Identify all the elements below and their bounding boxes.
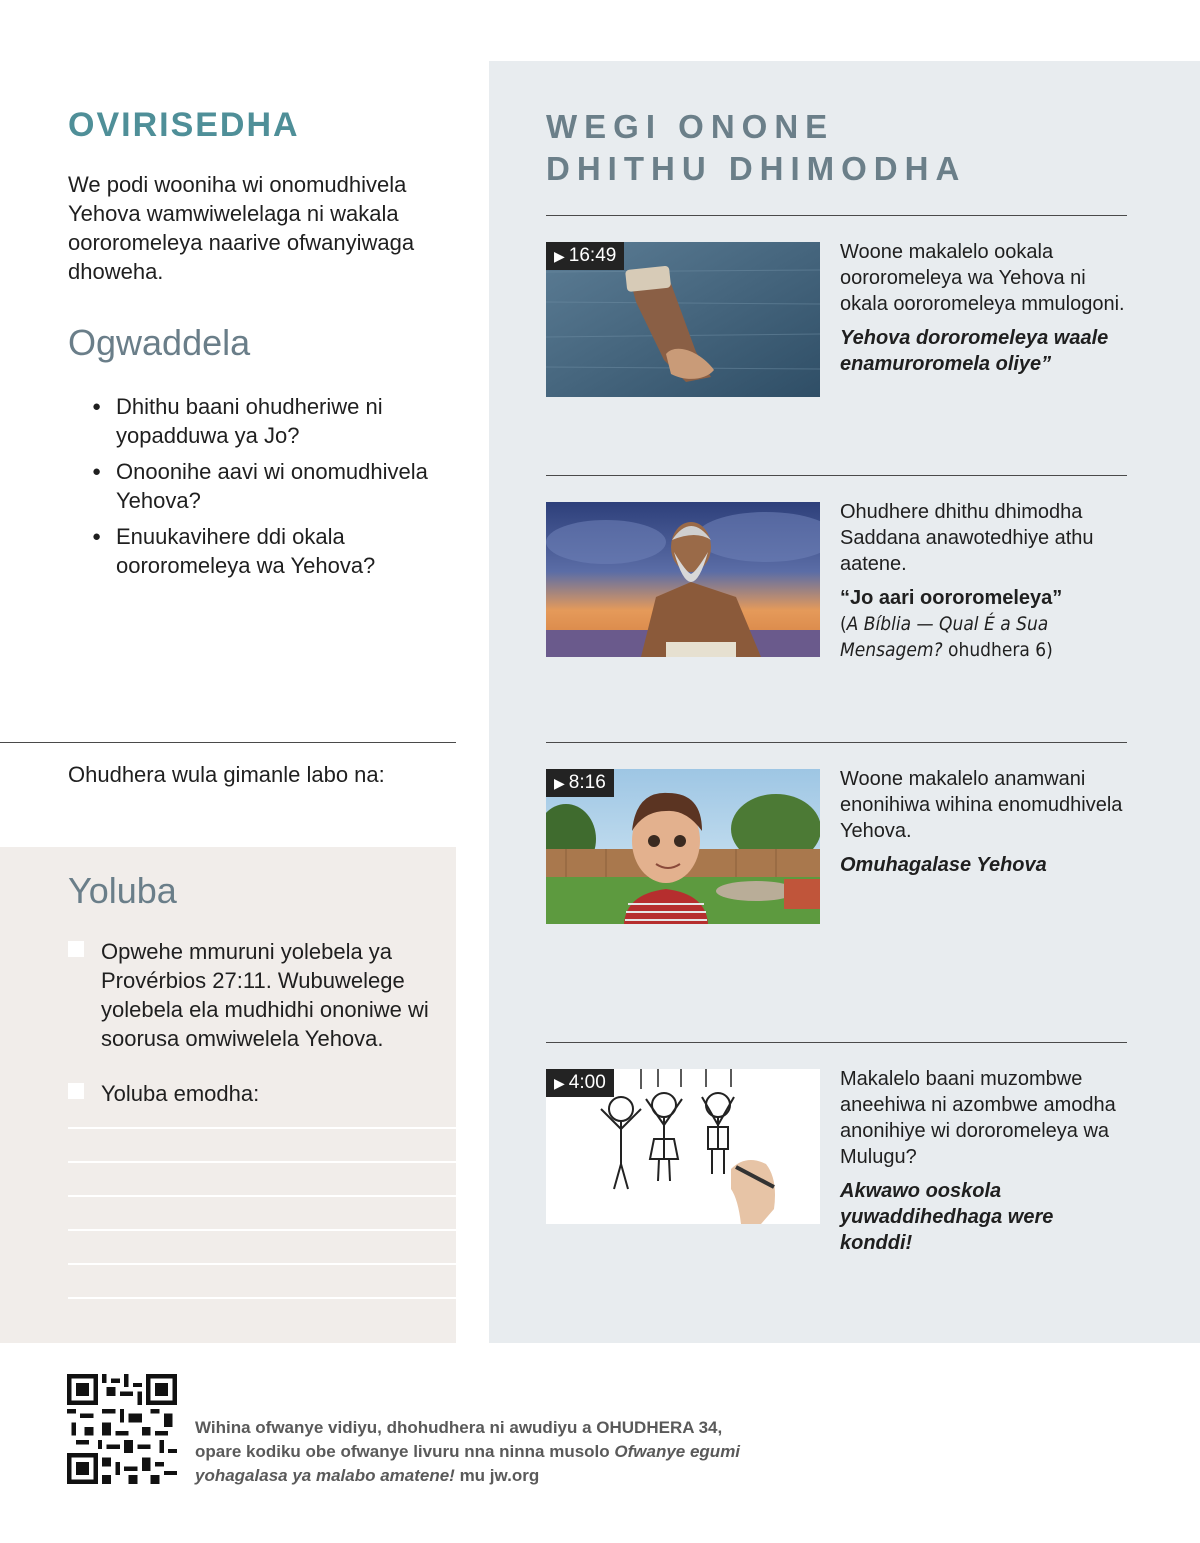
todo-item-text: Yoluba emodha: [101,1081,260,1106]
question-item: ● Dhithu baani ohudheriwe ni yopadduwa ya Jo? [92,392,462,450]
lesson-info [840,499,1130,663]
writing-line[interactable] [68,1195,456,1197]
question-item: ● Enuukavihere ddi okala oororomeleya wa Yehova? [92,522,462,580]
divider [0,742,456,743]
duration-badge [546,242,624,270]
video-thumbnail[interactable] [546,1069,820,1224]
review-text: We podi wooniha wi onomudhivela Yehova wamwiwelelaga ni wakala oororomeleya naarive ofwanyiwaga dhoweha. [68,172,415,284]
question-item: ● Onoonihe aavi wi onomudhivela Yehova? [92,457,462,515]
duration-text: 16:49 [568,245,617,266]
checkbox-icon[interactable] [68,1083,84,1099]
divider [546,1042,1127,1043]
play-icon: ▶ [554,248,565,264]
lesson-reference [840,611,1130,663]
more-title-line: WEGI ONONE [546,108,835,145]
footer-text-part[interactable]: mu jw.org [454,1466,540,1485]
duration-badge [546,1069,614,1097]
more-title-line: DHITHU DHIMODHA [546,150,967,187]
duration-text: 4:00 [568,1072,606,1093]
todo-item-text: Opwehe mmuruni yolebela ya Provérbios 27:11. Wubuwelege yolebela ela mudhidhi ononiwe wi soorusa omwiwelela Yehova. [101,939,429,1051]
todo-item[interactable] [68,1079,438,1108]
video-description: Makalelo baani muzombwe aneehiwa ni azombwe amodha anonihiye wi dororomeleya wa Mulugu? [840,1068,1116,1168]
divider [546,215,1127,216]
divider [546,475,1127,476]
lesson-description: Ohudhere dhithu dhimodha Saddana anawotedhiye athu aatene. [840,501,1094,575]
writing-line[interactable] [68,1127,456,1129]
review-title: OVIRISEDHA [68,106,300,144]
ref-open: ( [840,613,847,635]
play-icon: ▶ [554,1075,565,1091]
todo-title: Yoluba [68,870,177,911]
book-title: A Bíblia — Qual É a Sua Mensagem? [840,613,1049,661]
divider [546,742,1127,743]
duration-badge [546,769,614,797]
questions-title: Ogwaddela [68,322,251,363]
qr-code[interactable] [67,1374,177,1484]
lesson-title-link[interactable]: “Jo aari oororomeleya” [840,587,1063,609]
writing-line[interactable] [68,1161,456,1163]
play-icon: ▶ [554,775,565,791]
more-title [546,106,966,190]
video-description: Woone makalelo anamwani enonihiwa wihina enomudhivela Yehova. [840,768,1123,842]
writing-line[interactable] [68,1229,456,1231]
video-info [840,239,1130,377]
lesson-image[interactable] [546,502,820,657]
video-thumbnail[interactable] [546,242,820,397]
video-title-link[interactable]: Yehova dororomeleya waale enamuroromela oliye” [840,327,1109,375]
video-info [840,1066,1130,1256]
todo-item[interactable] [68,937,438,1053]
writing-line[interactable] [68,1263,456,1265]
video-title-link[interactable]: Akwawo ooskola yuwaddihedhaga were konddi! [840,1180,1054,1254]
question-list [92,392,462,587]
writing-line[interactable] [68,1297,456,1299]
footer-text [195,1416,765,1488]
video-thumbnail[interactable] [546,769,820,924]
notes-label: Ohudhera wula gimanle labo na: [68,762,385,787]
video-info [840,766,1130,878]
footer-text-part: Wihina ofwanye vidiyu, dhohudhera ni awudiyu a OHUDHERA 34, opare kodiku obe ofwanye livuru nna ninna musolo [195,1418,723,1461]
ref-rest: ohudhera 6) [942,639,1053,661]
video-description: Woone makalelo ookala oororomeleya wa Yehova ni okala oororomeleya mmulogoni. [840,241,1125,315]
checkbox-icon[interactable] [68,941,84,957]
duration-text: 8:16 [568,772,606,793]
video-title-link[interactable]: Omuhagalase Yehova [840,854,1047,876]
job-image [546,502,820,657]
footer-book-title: Ofwanye egumi yohagalasa ya malabo amatene! [195,1442,741,1485]
